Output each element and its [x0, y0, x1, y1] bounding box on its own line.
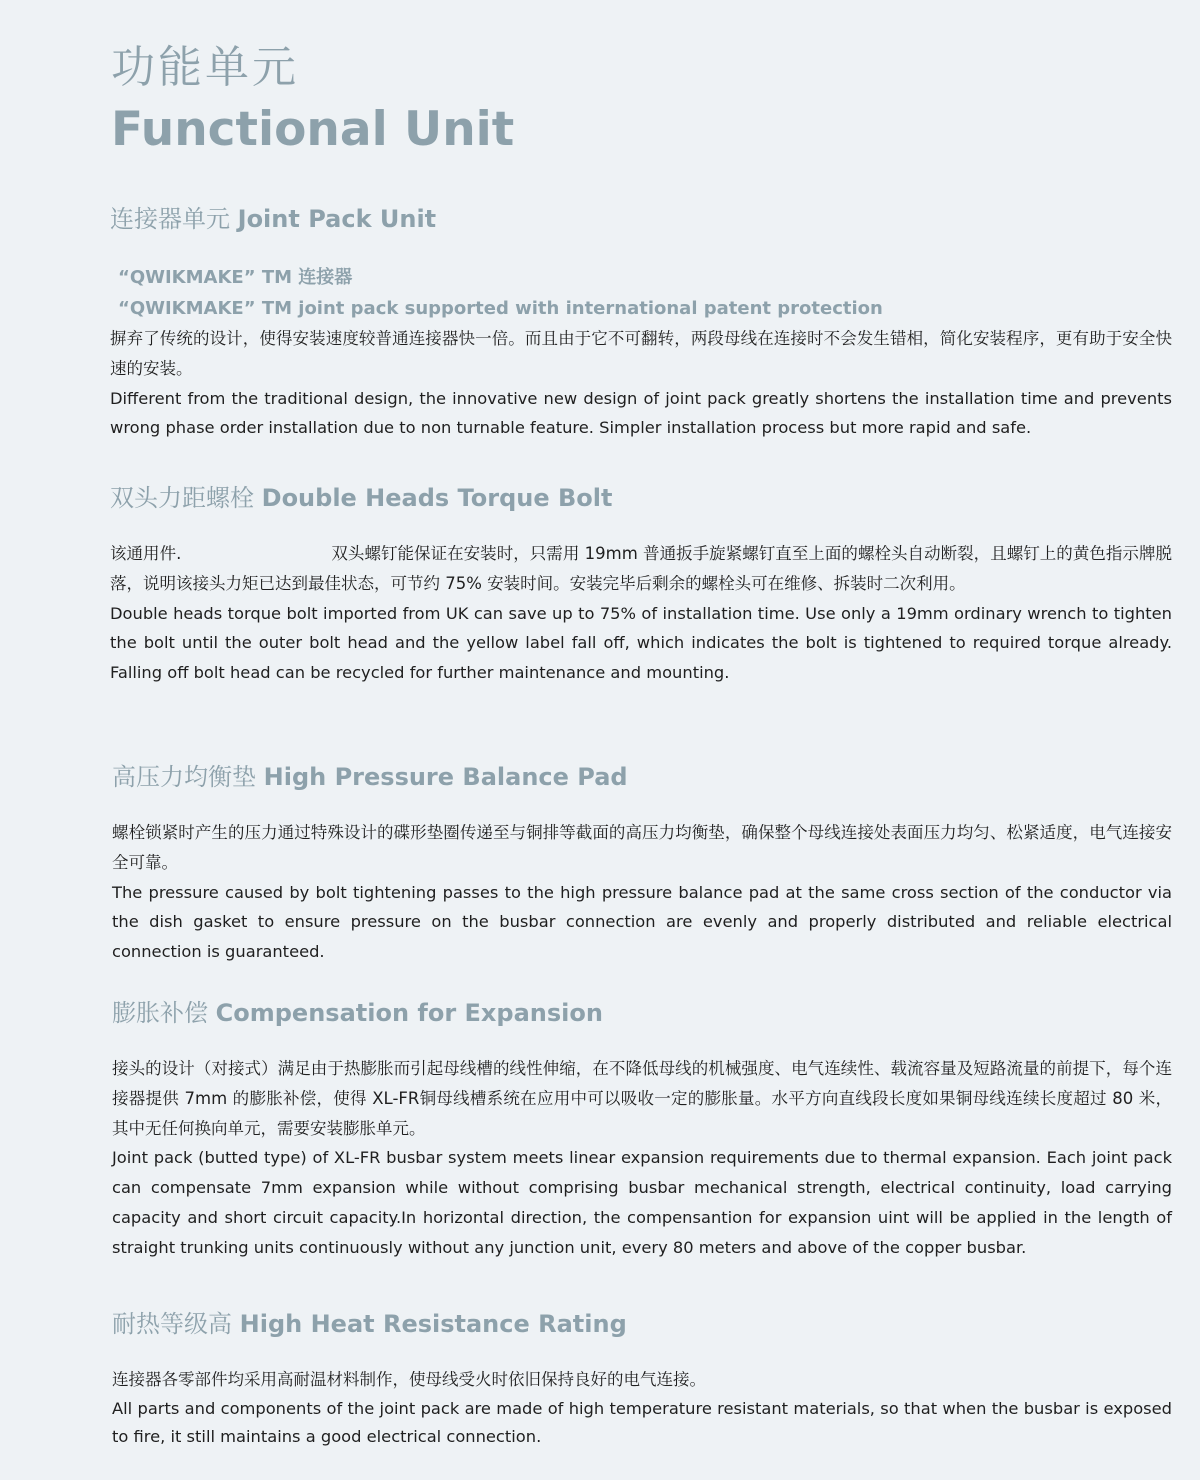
section-heading-zh: 耐热等级高 — [112, 1310, 232, 1338]
section-heading-en: Double Heads Torque Bolt — [261, 484, 613, 512]
body-zh: 接头的设计（对接式）满足由于热膨胀而引起母线槽的线性伸缩，在不降低母线的机械强度、电气连续性、载流容量及短路流量的前提下，每个连接器提供 7mm 的膨胀补偿，使得 XL-FR铜母线槽系统在应用中可以吸收一定的膨胀量。水平方向直线段长度如果铜母线连续长度超过 80 米，其中无任何换向单元，需要安装膨胀单元。 — [112, 1059, 1172, 1138]
section-double-heads-torque-bolt — [110, 481, 1172, 688]
body-en: Double heads torque bolt imported from UK can save up to 75% of installation time. Use only a 19mm ordinary wrench to tighten the bolt until the outer bolt head and the yellow label fall off, which indicates the bolt is tightened to required torque already. Falling off bolt head can be recycled for further maintenance and mounting. — [110, 603, 1172, 683]
section-heading — [112, 996, 1172, 1030]
section-heading — [112, 760, 1172, 794]
section-heading — [112, 1307, 1172, 1341]
tagline-zh: “QWIKMAKE” TM 连接器 — [118, 267, 353, 288]
page-title-zh: 功能单元 — [111, 42, 299, 93]
section-heading-en: Joint Pack Unit — [237, 205, 437, 233]
section-high-heat-resistance-rating — [112, 1307, 1172, 1451]
body-en: The pressure caused by bolt tightening passes to the high pressure balance pad at the same cross section of the conductor via the dish gasket to ensure pressure on the busbar connection are evenly and properly distributed and reliable electrical connection is guaranteed. — [112, 882, 1172, 962]
section-heading — [110, 481, 1172, 515]
page-title-en: Functional Unit — [111, 102, 515, 157]
body-zh: 摒弃了传统的设计，使得安装速度较普通连接器快一倍。而且由于它不可翻转，两段母线在连接时不会发生错相，简化安装程序，更有助于安全快速的安装。 — [110, 329, 1172, 378]
section-heading-en: High Pressure Balance Pad — [263, 763, 628, 791]
page-title — [111, 38, 514, 162]
section-high-pressure-balance-pad — [112, 760, 1172, 967]
section-heading-zh: 高压力均衡垫 — [112, 763, 256, 791]
section-heading-zh: 膨胀补偿 — [112, 999, 208, 1027]
body-zh-lead: 该通用件. — [110, 544, 182, 563]
body-en: Joint pack (butted type) of XL-FR busbar system meets linear expansion requirements due to thermal expansion. Each joint pack can compensate 7mm expansion while without comprising busbar mechanical strength, electrical continuity, load carrying capacity and short circuit capacity.In horizontal direction, the compensantion for expansion uint will be applied in the length of straight trunking units continuously without any junction unit, every 80 meters and above of the copper busbar. — [112, 1148, 1172, 1257]
section-compensation-for-expansion — [112, 996, 1172, 1263]
body-en: Different from the traditional design, the innovative new design of joint pack greatly shortens the installation time and prevents wrong phase order installation due to non turnable feature. Simpler installation process but more rapid and safe. — [110, 388, 1172, 438]
body-zh — [110, 539, 1172, 599]
section-joint-pack-unit — [110, 202, 1172, 443]
section-heading — [110, 202, 1172, 236]
section-heading-zh: 连接器单元 — [110, 205, 230, 233]
section-heading-en: Compensation for Expansion — [215, 999, 603, 1027]
section-heading-en: High Heat Resistance Rating — [239, 1310, 627, 1338]
body-en: All parts and components of the joint pack are made of high temperature resistant materials, so that when the busbar is exposed to fire, it still maintains a good electrical connection. — [112, 1398, 1172, 1446]
section-heading-zh: 双头力距螺栓 — [110, 484, 254, 512]
tagline-en: “QWIKMAKE” TM joint pack supported with international patent protection — [118, 298, 883, 319]
body-zh: 螺栓锁紧时产生的压力通过特殊设计的碟形垫圈传递至与铜排等截面的高压力均衡垫，确保整个母线连接处表面压力均匀、松紧适度，电气连接安全可靠。 — [112, 823, 1172, 872]
body-zh-main: 双头螺钉能保证在安装时，只需用 19mm 普通扳手旋紧螺钉直至上面的螺栓头自动断裂，且螺钉上的黄色指示牌脱落，说明该接头力矩已达到最佳状态，可节约 75% 安装时间。安装完毕后剩余的螺栓头可在维修、拆装时二次利用。 — [110, 544, 1172, 593]
body-zh: 连接器各零部件均采用高耐温材料制作，使母线受火时依旧保持良好的电气连接。 — [112, 1370, 706, 1389]
